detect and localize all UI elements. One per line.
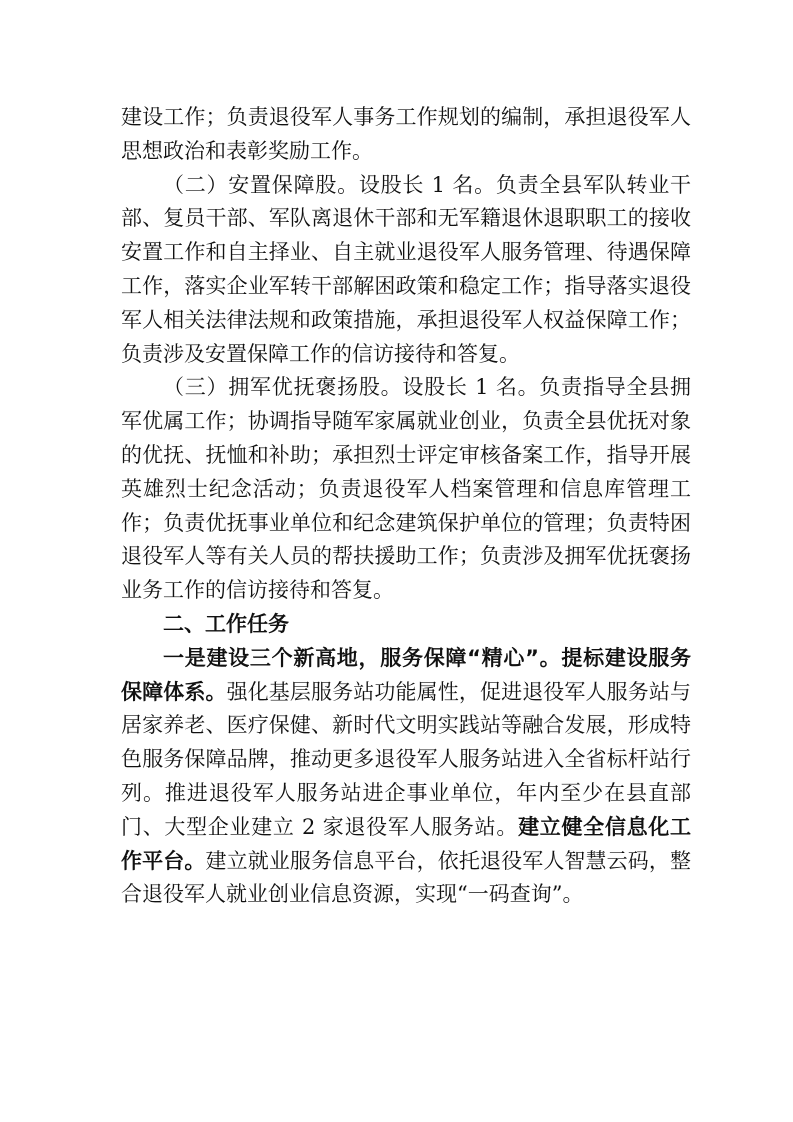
section-heading-work-tasks: 二、工作任务: [163, 611, 289, 636]
task-one-subhead: 建立健全信息化工作平台。: [121, 814, 691, 873]
task-one-body: 强化基层服务站功能属性，促进退役军人服务站与居家养老、医疗保健、新时代文明实践站等融合发展，形成特色服务保障品牌，推动更多退役军人服务站进入全省标杆站行列。推进退役军人服务站进企事业单位，年内至少在县直部门、大型企业建立 2 家退役军人服务站。: [121, 679, 691, 839]
document-body: [121, 101, 691, 912]
paragraph-continuation: 建设工作；负责退役军人事务工作规划的编制，承担退役军人思想政治和表彰奖励工作。: [121, 105, 691, 163]
paragraph-preferential-section: （三）拥军优抚褒扬股。设股长 1 名。负责指导全县拥军优属工作；协调指导随军家属就业创业，负责全县优抚对象的优抚、抚恤和补助；承担烈士评定审核备案工作，指导开展英雄烈士纪念活动；负责退役军人档案管理和信息库管理工作；负责优抚事业单位和纪念建筑保护单位的管理；负责特困退役军人等有关人员的帮扶援助工作；负责涉及拥军优抚褒扬业务工作的信访接待和答复。: [121, 375, 691, 603]
paragraph-task-one: [121, 642, 691, 912]
task-one-body-2: 建立就业服务信息平台，依托退役军人智慧云码，整合退役军人就业创业信息资源，实现“一码查询”。: [121, 848, 692, 907]
paragraph-placement-section: （二）安置保障股。设股长 1 名。负责全县军队转业干部、复员干部、军队离退休干部和无军籍退休退职职工的接收安置工作和自主择业、自主就业退役军人服务管理、待遇保障工作，落实企业军转干部解困政策和稳定工作；指导落实退役军人相关法律法规和政策措施，承担退役军人权益保障工作；负责涉及安置保障工作的信访接待和答复。: [121, 172, 691, 366]
task-one-lead: 一是建设三个新高地，服务保障“精心”。提标建设服务保障体系。: [121, 645, 691, 704]
